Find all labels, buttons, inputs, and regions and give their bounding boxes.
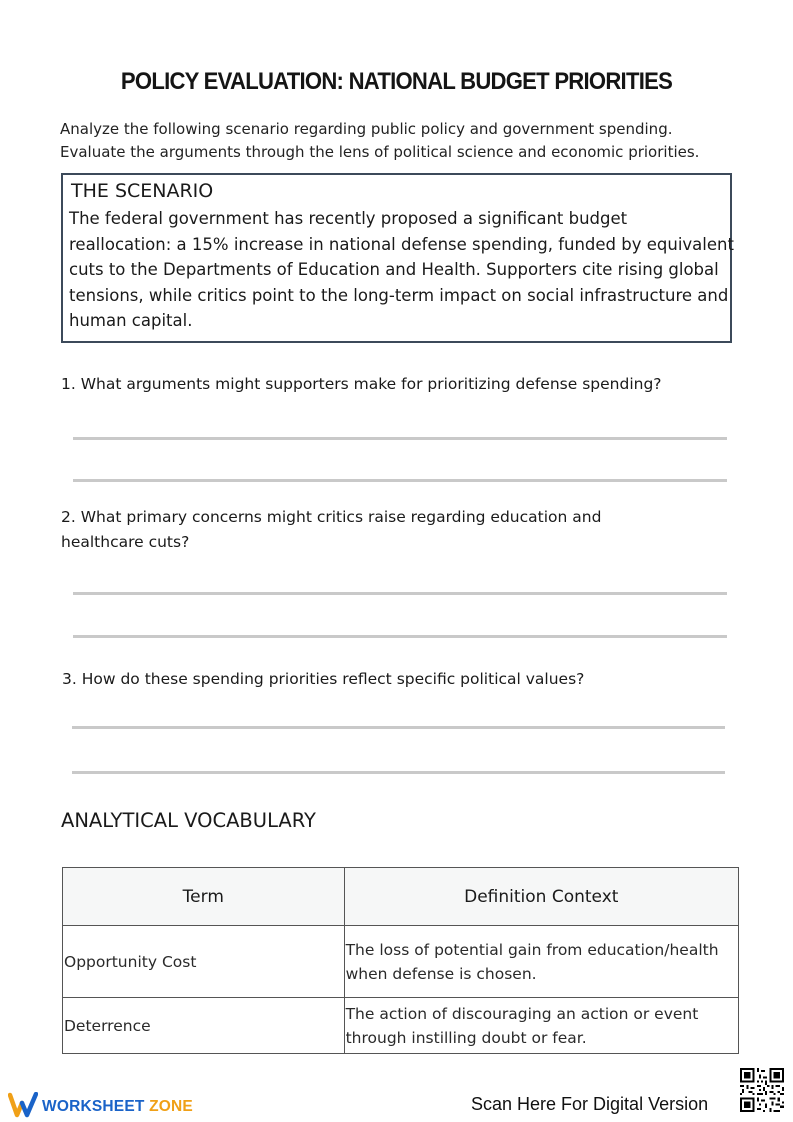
scan-caption: Scan Here For Digital Version (471, 1094, 709, 1114)
logo-wordmark (42, 1098, 193, 1116)
logo-w-icon (8, 1092, 38, 1122)
answer-line[interactable] (73, 437, 727, 440)
scenario-text: The federal government has recently proposed a significant budget reallocation: a 15% increase in national defense spending, funded by equivalent cuts to the Departments of Education and Health. Supporters cite rising global tensions, while critics point to the long-term impact on social infrastructure and human capital. (69, 209, 734, 330)
qr-code-icon[interactable] (740, 1068, 784, 1112)
worksheet-zone-logo[interactable] (8, 1092, 193, 1122)
answer-line[interactable] (72, 771, 725, 774)
instructions (60, 118, 760, 164)
answer-line[interactable] (73, 592, 727, 595)
table-row (63, 998, 739, 1054)
question-1: 1. What arguments might supporters make for prioritizing defense spending? (61, 375, 662, 393)
instructions-line-1: Analyze the following scenario regarding public policy and government spending. (60, 120, 673, 138)
answer-line[interactable] (73, 635, 727, 638)
answer-line[interactable] (72, 726, 725, 729)
instructions-line-2: Evaluate the arguments through the lens of political science and economic priorities. (60, 143, 700, 161)
answer-line[interactable] (73, 479, 727, 482)
table-row (63, 926, 739, 998)
question-2: 2. What primary concerns might critics raise regarding education and healthcare cuts? (61, 508, 602, 551)
scenario-heading: THE SCENARIO (71, 180, 214, 202)
column-header-definition: Definition Context (344, 868, 738, 926)
term-cell: Opportunity Cost (63, 926, 345, 998)
vocabulary-table (62, 867, 739, 1054)
definition-cell: The action of discouraging an action or event through instilling doubt or fear. (344, 998, 738, 1054)
logo-word-zone: ZONE (149, 1098, 193, 1115)
definition-cell: The loss of potential gain from education/health when defense is chosen. (344, 926, 738, 998)
term-cell: Deterrence (63, 998, 345, 1054)
logo-word-worksheet: WORKSHEET (42, 1098, 145, 1115)
question-3: 3. How do these spending priorities reflect specific political values? (62, 670, 585, 688)
column-header-term: Term (63, 868, 345, 926)
worksheet-title: POLICY EVALUATION: NATIONAL BUDGET PRIORITIES (120, 68, 673, 95)
table-header-row (63, 868, 739, 926)
vocabulary-heading: ANALYTICAL VOCABULARY (61, 809, 316, 832)
